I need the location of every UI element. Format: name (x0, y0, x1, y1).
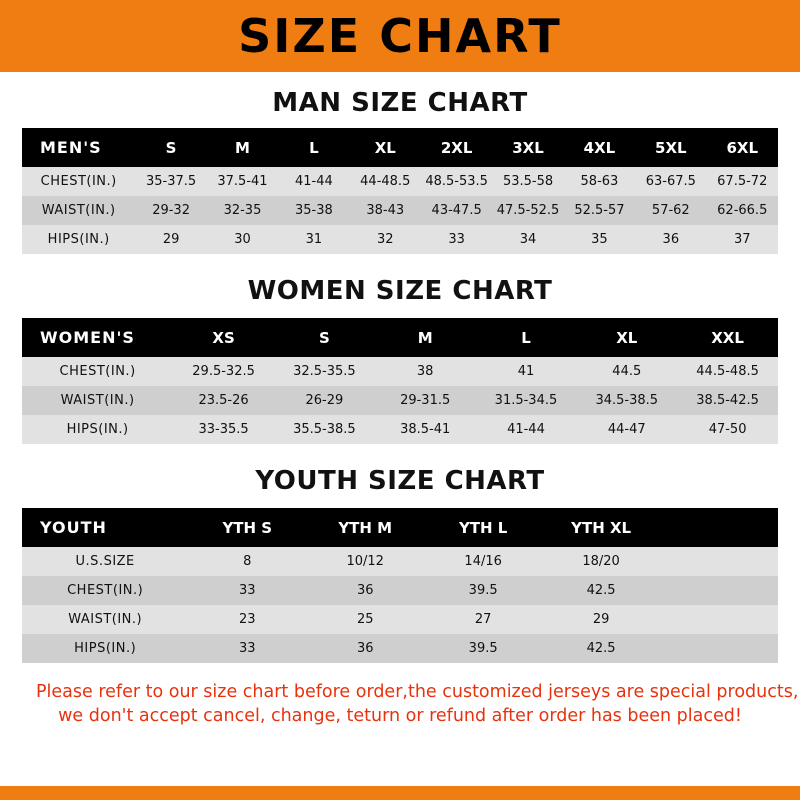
cell: 44.5-48.5 (677, 357, 778, 386)
section-title-women: WOMEN SIZE CHART (247, 276, 553, 306)
col-header-xl: XL (576, 318, 677, 357)
cell: 47-50 (677, 415, 778, 444)
table-row (22, 225, 778, 254)
cell: 44-48.5 (350, 167, 421, 196)
bottom-accent-bar (0, 786, 800, 800)
footer-note-line2: we don't accept cancel, change, teturn or refund after order has been placed! (58, 705, 742, 726)
youth-size-table (22, 508, 778, 663)
cell: 8 (188, 547, 306, 576)
cell: 35-37.5 (135, 167, 206, 196)
cell: 29-32 (135, 196, 206, 225)
cell: 29.5-32.5 (173, 357, 274, 386)
col-header-l: L (476, 318, 577, 357)
cell: 38.5-42.5 (677, 386, 778, 415)
cell: 67.5-72 (707, 167, 778, 196)
col-header-l: L (278, 128, 349, 167)
cell: 43-47.5 (421, 196, 492, 225)
cell: 44-47 (576, 415, 677, 444)
cell (660, 605, 778, 634)
table-row (22, 196, 778, 225)
cell: 41-44 (278, 167, 349, 196)
cell: 34 (492, 225, 563, 254)
table-row (22, 634, 778, 663)
cell: 35-38 (278, 196, 349, 225)
table-row (22, 605, 778, 634)
cell: 29-31.5 (375, 386, 476, 415)
row-label-waist: WAIST(IN.) (22, 605, 188, 634)
cell: 62-66.5 (707, 196, 778, 225)
cell: 31.5-34.5 (476, 386, 577, 415)
cell: 23.5-26 (173, 386, 274, 415)
women-table-body (22, 357, 778, 444)
cell: 23 (188, 605, 306, 634)
cell: 58-63 (564, 167, 635, 196)
col-header-yth-l: YTH L (424, 508, 542, 547)
cell: 30 (207, 225, 278, 254)
table-row (22, 357, 778, 386)
cell: 14/16 (424, 547, 542, 576)
table-header-row (22, 508, 778, 547)
women-size-table (22, 318, 778, 444)
youth-table-head (22, 508, 778, 547)
footer-note (22, 681, 799, 728)
row-label-hips: HIPS(IN.) (22, 225, 135, 254)
col-header-m: M (375, 318, 476, 357)
men-size-table (22, 128, 778, 254)
col-header-5xl: 5XL (635, 128, 706, 167)
col-header-s: S (274, 318, 375, 357)
row-label-us-size: U.S.SIZE (22, 547, 188, 576)
row-label-hips: HIPS(IN.) (22, 415, 173, 444)
table-row (22, 547, 778, 576)
cell: 27 (424, 605, 542, 634)
cell: 38 (375, 357, 476, 386)
col-header-yth-m: YTH M (306, 508, 424, 547)
col-header-xxl: XXL (677, 318, 778, 357)
cell: 39.5 (424, 634, 542, 663)
cell: 36 (306, 576, 424, 605)
cell: 29 (542, 605, 660, 634)
col-header-xs: XS (173, 318, 274, 357)
cell (660, 634, 778, 663)
row-label-chest: CHEST(IN.) (22, 167, 135, 196)
cell: 44.5 (576, 357, 677, 386)
cell: 33 (188, 634, 306, 663)
cell: 25 (306, 605, 424, 634)
col-header-s: S (135, 128, 206, 167)
col-header-mens: MEN'S (22, 128, 135, 167)
cell: 38-43 (350, 196, 421, 225)
row-label-waist: WAIST(IN.) (22, 386, 173, 415)
cell: 63-67.5 (635, 167, 706, 196)
table-row (22, 167, 778, 196)
cell: 48.5-53.5 (421, 167, 492, 196)
col-header-2xl: 2XL (421, 128, 492, 167)
col-header-empty (660, 508, 778, 547)
cell: 36 (306, 634, 424, 663)
cell: 41 (476, 357, 577, 386)
cell: 29 (135, 225, 206, 254)
col-header-4xl: 4XL (564, 128, 635, 167)
cell: 38.5-41 (375, 415, 476, 444)
cell: 53.5-58 (492, 167, 563, 196)
cell: 37.5-41 (207, 167, 278, 196)
col-header-6xl: 6XL (707, 128, 778, 167)
table-header-row (22, 128, 778, 167)
col-header-3xl: 3XL (492, 128, 563, 167)
section-title-men: MAN SIZE CHART (272, 88, 528, 118)
row-label-waist: WAIST(IN.) (22, 196, 135, 225)
cell (660, 547, 778, 576)
cell: 37 (707, 225, 778, 254)
row-label-hips: HIPS(IN.) (22, 634, 188, 663)
table-row (22, 386, 778, 415)
cell: 33 (188, 576, 306, 605)
row-label-chest: CHEST(IN.) (22, 357, 173, 386)
men-table-body (22, 167, 778, 254)
youth-table-body (22, 547, 778, 663)
section-title-youth: YOUTH SIZE CHART (255, 466, 545, 496)
cell: 18/20 (542, 547, 660, 576)
cell (660, 576, 778, 605)
cell: 57-62 (635, 196, 706, 225)
table-row (22, 576, 778, 605)
cell: 35 (564, 225, 635, 254)
cell: 26-29 (274, 386, 375, 415)
col-header-m: M (207, 128, 278, 167)
cell: 39.5 (424, 576, 542, 605)
cell: 32 (350, 225, 421, 254)
cell: 32.5-35.5 (274, 357, 375, 386)
content-area (0, 88, 800, 728)
cell: 47.5-52.5 (492, 196, 563, 225)
cell: 42.5 (542, 576, 660, 605)
cell: 41-44 (476, 415, 577, 444)
table-row (22, 415, 778, 444)
col-header-youth: YOUTH (22, 508, 188, 547)
col-header-yth-xl: YTH XL (542, 508, 660, 547)
cell: 33 (421, 225, 492, 254)
footer-note-line1: Please refer to our size chart before order,the customized jerseys are special products, (36, 682, 799, 702)
cell: 52.5-57 (564, 196, 635, 225)
cell: 36 (635, 225, 706, 254)
table-header-row (22, 318, 778, 357)
cell: 32-35 (207, 196, 278, 225)
women-table-head (22, 318, 778, 357)
cell: 33-35.5 (173, 415, 274, 444)
cell: 42.5 (542, 634, 660, 663)
cell: 34.5-38.5 (576, 386, 677, 415)
cell: 35.5-38.5 (274, 415, 375, 444)
men-table-head (22, 128, 778, 167)
col-header-womens: WOMEN'S (22, 318, 173, 357)
cell: 10/12 (306, 547, 424, 576)
row-label-chest: CHEST(IN.) (22, 576, 188, 605)
page-title: SIZE CHART (238, 9, 562, 63)
header-bar (0, 0, 800, 72)
col-header-xl: XL (350, 128, 421, 167)
cell: 31 (278, 225, 349, 254)
col-header-yth-s: YTH S (188, 508, 306, 547)
